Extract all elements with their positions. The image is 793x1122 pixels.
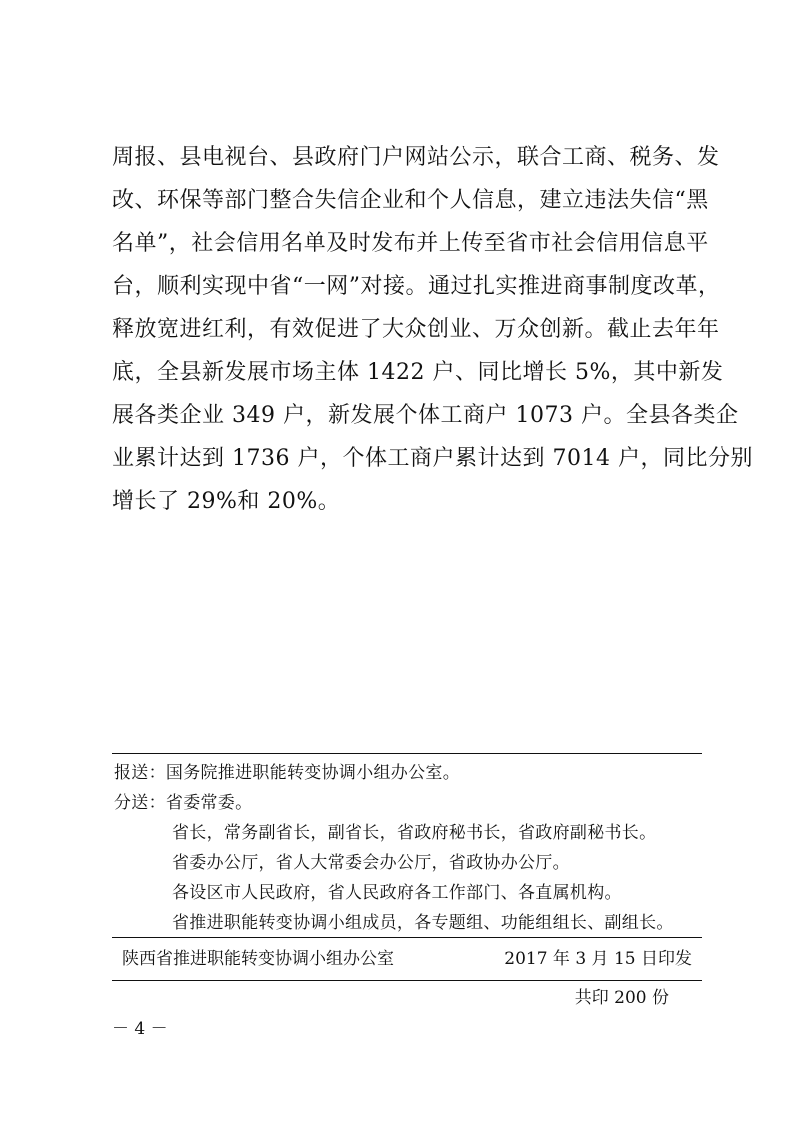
report-to-line: 报送：国务院推进职能转变协调小组办公室。 — [114, 763, 460, 783]
body-paragraph — [112, 136, 753, 523]
body-line: 展各类企业 349 户，新发展个体工商户 1073 户。全县各类企 — [112, 403, 739, 428]
divider-middle — [112, 937, 702, 938]
body-line: 名单”，社会信用名单及时发布并上传至省市社会信用信息平 — [112, 231, 709, 256]
body-line: 底，全县新发展市场主体 1422 户、同比增长 5%，其中新发 — [112, 360, 724, 385]
body-line: 改、环保等部门整合失信企业和个人信息，建立违法失信“黑 — [112, 188, 709, 213]
copy-to-line: 省委办公厅，省人大常委会办公厅，省政协办公厅。 — [172, 853, 570, 873]
distribution-block — [114, 758, 702, 938]
copy-to-line: 分送：省委常委。 — [114, 793, 253, 813]
issuance-row — [122, 943, 692, 975]
body-line: 业累计达到 1736 户，个体工商户累计达到 7014 户，同比分别 — [112, 446, 753, 471]
body-line: 周报、县电视台、县政府门户网站公示，联合工商、税务、发 — [112, 145, 720, 170]
copy-to-line: 各设区市人民政府，省人民政府各工作部门、各直属机构。 — [172, 883, 622, 903]
divider-bottom — [112, 980, 702, 981]
copy-to-line: 省推进职能转变协调小组成员，各专题组、功能组组长、副组长。 — [172, 913, 674, 933]
issue-date: 2017 年 3 月 15 日印发 — [504, 949, 692, 969]
issuer-name: 陕西省推进职能转变协调小组办公室 — [122, 949, 394, 969]
divider-top — [112, 753, 702, 754]
body-line-last: 增长了 29%和 20%。 — [112, 489, 341, 514]
print-copies: 共印 200 份 — [574, 988, 669, 1008]
page-number: － 4 － — [112, 1019, 168, 1039]
body-line: 释放宽进红利，有效促进了大众创业、万众创新。截止去年年 — [112, 317, 720, 342]
copy-to-line: 省长，常务副省长，副省长，省政府秘书长，省政府副秘书长。 — [172, 823, 657, 843]
body-line: 台，顺利实现中省“一网”对接。通过扎实推进商事制度改革， — [112, 274, 721, 299]
